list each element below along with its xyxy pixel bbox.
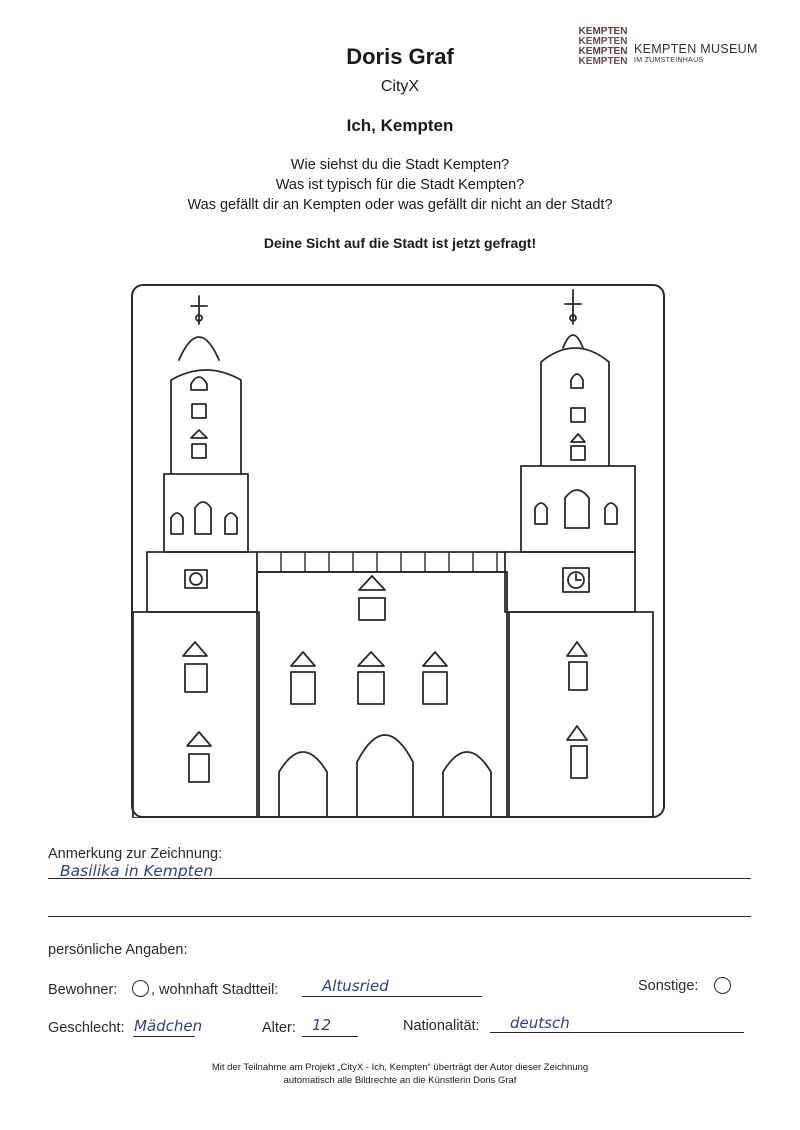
museum-logo-mark bbox=[576, 20, 632, 72]
nationality-value[interactable]: deutsch bbox=[510, 1014, 570, 1032]
page-title: Ich, Kempten bbox=[346, 116, 454, 135]
gender-line bbox=[133, 1036, 195, 1037]
right-tower bbox=[505, 290, 653, 818]
remark-label: Anmerkung zur Zeichnung: bbox=[48, 846, 223, 862]
remark-value[interactable]: Basilika in Kempten bbox=[60, 862, 214, 880]
logo-mark-text-2: KEMPTEN bbox=[578, 36, 628, 47]
question-3: Was gefällt dir an Kempten oder was gefällt dir nicht an der Stadt? bbox=[187, 197, 613, 213]
project-name: CityX bbox=[380, 78, 420, 95]
basilica-drawing bbox=[131, 284, 665, 818]
personal-label: persönliche Angaben: bbox=[48, 942, 188, 958]
district-value[interactable]: Altusried bbox=[322, 977, 389, 995]
left-tower bbox=[133, 296, 259, 818]
logo-mark-text-3: KEMPTEN bbox=[578, 46, 628, 57]
footer-line-1: Mit der Teilnahme am Projekt „CityX - Ich, Kempten“ überträgt der Autor dieser Zeichnung bbox=[211, 1062, 589, 1073]
logo-mark-text-1: KEMPTEN bbox=[578, 26, 628, 37]
nationality-line bbox=[490, 1032, 744, 1033]
remark-line-2 bbox=[48, 916, 751, 917]
museum-subtitle: IM ZUMSTEINHAUS bbox=[634, 57, 704, 64]
district-line bbox=[302, 996, 482, 997]
call-to-action: Deine Sicht auf die Stadt ist jetzt gefragt! bbox=[263, 235, 537, 251]
museum-logo bbox=[576, 20, 766, 72]
nationality-label: Nationalität: bbox=[403, 1018, 480, 1034]
question-1: Wie siehst du die Stadt Kempten? bbox=[290, 157, 510, 173]
age-value[interactable]: 12 bbox=[312, 1016, 332, 1034]
district-label: , wohnhaft Stadtteil: bbox=[151, 982, 279, 998]
logo-mark-text-4: KEMPTEN bbox=[578, 56, 628, 67]
remark-line-1 bbox=[48, 878, 751, 879]
other-checkbox[interactable] bbox=[714, 977, 731, 994]
question-2: Was ist typisch für die Stadt Kempten? bbox=[275, 177, 525, 193]
age-line bbox=[302, 1036, 358, 1037]
author-name: Doris Graf bbox=[346, 44, 454, 69]
footer-line-2: automatisch alle Bildrechte an die Künstlerin Doris Graf bbox=[283, 1075, 517, 1086]
gender-value[interactable]: Mädchen bbox=[134, 1017, 203, 1035]
resident-checkbox[interactable] bbox=[132, 980, 149, 997]
other-label: Sonstige: bbox=[638, 978, 699, 994]
central-building bbox=[257, 552, 507, 818]
gender-label: Geschlecht: bbox=[48, 1020, 125, 1036]
age-label: Alter: bbox=[262, 1020, 296, 1036]
museum-name: KEMPTEN MUSEUM bbox=[634, 42, 758, 56]
resident-label: Bewohner: bbox=[48, 982, 118, 998]
